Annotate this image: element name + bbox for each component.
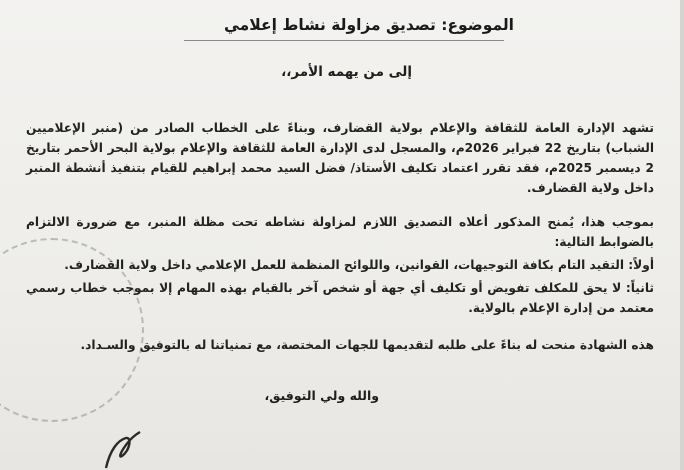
closing-phrase: والله ولي التوفيق، (264, 388, 379, 403)
certificate-note: هذه الشهادة منحت له بناءً على طلبه لتقديمها للجهات المختصة، مع تمنياتنا له بالتوفيق والسـداد. (80, 338, 654, 352)
subject-divider (184, 40, 504, 41)
subject-heading: الموضوع: تصديق مزاولة نشاط إعلامي (223, 16, 514, 34)
condition-first: أولاً: التقيد التام بكافة التوجيهات، القوانين، واللوائح المنظمة للعمل الإعلامي داخل ولاية القضارف. (64, 258, 654, 272)
salutation: إلى من يهمه الأمر،، (281, 64, 412, 80)
signature-mark (96, 410, 176, 470)
body-paragraph-1: تشهد الإدارة العامة للثقافة والإعلام بولاية القضارف، وبناءً على الخطاب الصادر من (منبر الإعلاميين الشباب) بتاريخ 22 فبراير 2026م، والمسجل لدى الإدارة العامة للثقافة والإعلام بولاية البحر الأحمر بتاريخ 2 ديسمبر 2025م، فقد تقرر اعتماد تكليف الأستاذ/ فضل السيد محمد إبراهيم للقيام بتنفيذ أنشطة المنبر داخل ولاية القضارف. (26, 121, 655, 195)
scan-edge (680, 0, 684, 470)
body-paragraph-2: بموجب هذا، يُمنح المذكور أعلاه التصديق اللازم لمزاولة نشاطه تحت مظلة المنبر، مع ضرورة الالتزام بالضوابط التالية: (26, 215, 654, 249)
condition-second: ثانياً: لا يحق للمكلف تفويض أو تكليف أي جهة أو شخص آخر بالقيام بهذه المهام إلا بموجب خطاب رسمي معتمد من إدارة الإعلام بالولاية. (26, 281, 654, 315)
